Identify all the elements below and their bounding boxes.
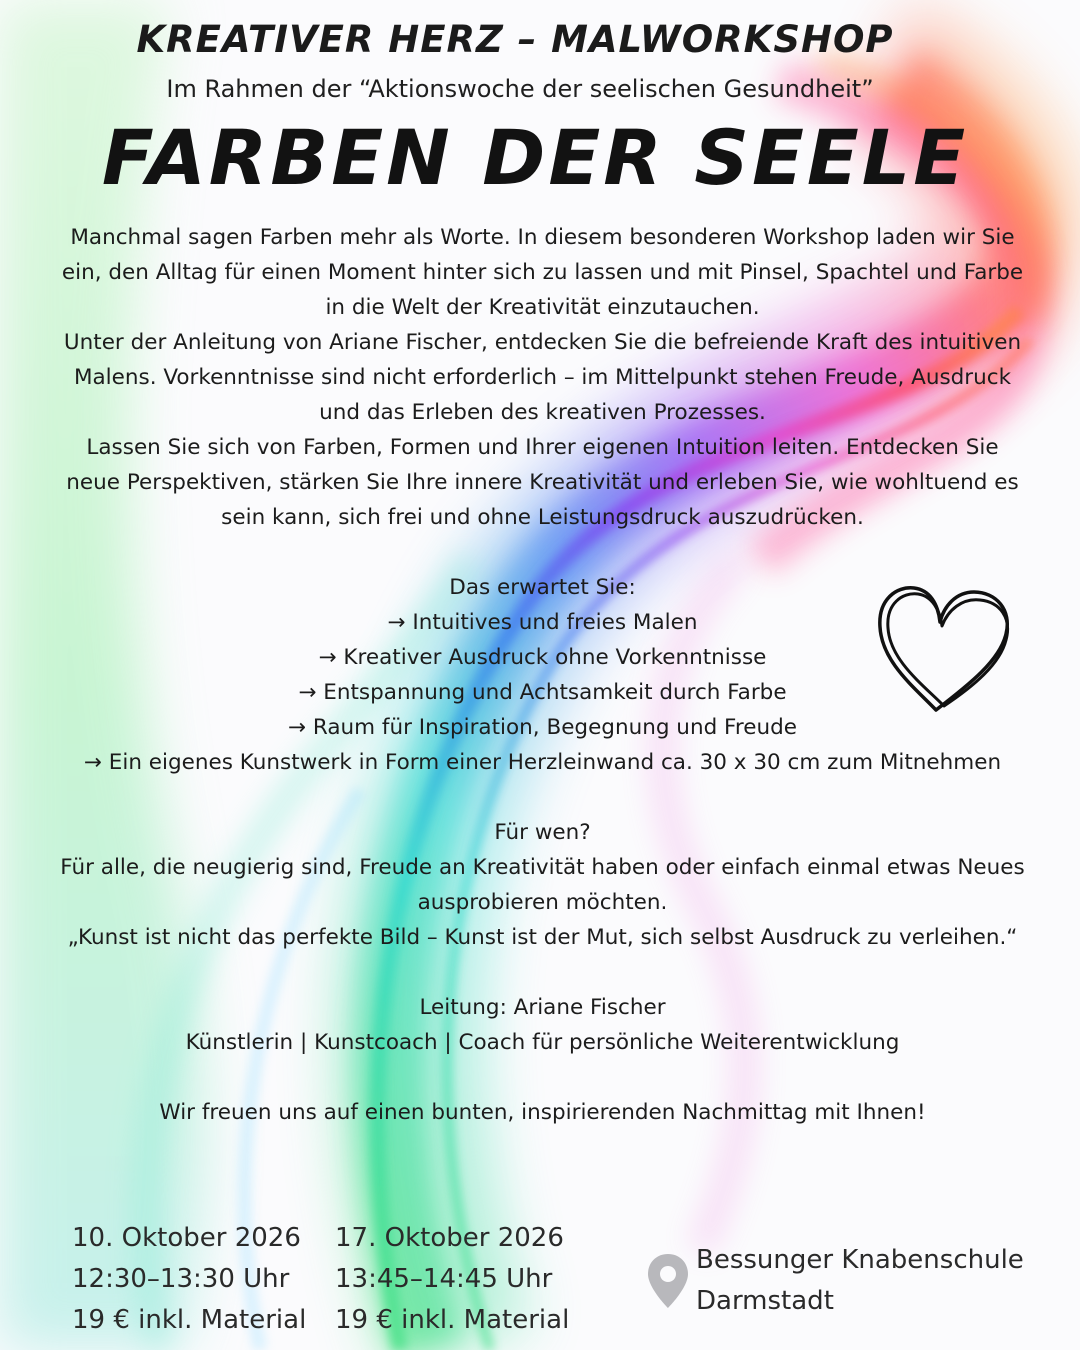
heart-outline-icon: [874, 582, 1016, 714]
city: Darmstadt: [696, 1286, 834, 1316]
event-price: 19 € inkl. Material: [335, 1305, 570, 1335]
quote: „Kunst ist nicht das perfekte Bild – Kunst ist der Mut, sich selbst Ausdruck zu verleihen.“: [67, 925, 1018, 950]
audience-heading: Für wen?: [494, 820, 591, 845]
event-time: 13:45–14:45 Uhr: [335, 1264, 553, 1294]
event-date: 17. Oktober 2026: [335, 1223, 564, 1253]
expect-heading: Das erwartet Sie:: [449, 575, 636, 600]
expect-item: → Entspannung und Achtsamkeit durch Farbe: [298, 680, 787, 705]
main-title: FARBEN DER SEELE: [101, 113, 969, 202]
schedule-date-1: [72, 1218, 306, 1341]
workshop-name: KREATIVER HERZ – MALWORKSHOP: [136, 18, 894, 61]
context-line: Im Rahmen der “Aktionswoche der seelischen Gesundheit”: [166, 75, 874, 103]
schedule-date-2: [335, 1218, 569, 1341]
event-time: 12:30–13:30 Uhr: [72, 1264, 290, 1294]
event-date: 10. Oktober 2026: [72, 1223, 301, 1253]
expect-item: → Intuitives und freies Malen: [387, 610, 698, 635]
intro-paragraph: Unter der Anleitung von Ariane Fischer, entdecken Sie die befreiende Kraft des intuitiven Malens. Vorkenntnisse sind nicht erforderlich – im Mittelpunkt stehen Freude, Ausdruck und das Erleben des kreativen Prozesses.: [63, 330, 1022, 425]
intro-paragraph: Manchmal sagen Farben mehr als Worte. In diesem besonderen Workshop laden wir Sie ein, den Alltag für einen Moment hinter sich zu lassen und mit Pinsel, Spachtel und Farbe in die Welt der Kreativität einzutauchen.: [61, 225, 1024, 320]
expect-item: → Kreativer Ausdruck ohne Vorkenntnisse: [318, 645, 767, 670]
event-price: 19 € inkl. Material: [72, 1305, 307, 1335]
expect-item: → Ein eigenes Kunstwerk in Form einer Herzleinwand ca. 30 x 30 cm zum Mitnehmen: [83, 750, 1002, 775]
lead-line: Leitung: Ariane Fischer: [419, 995, 666, 1020]
audience-text: Für alle, die neugierig sind, Freude an Kreativität haben oder einfach einmal etwas Neues ausprobieren möchten.: [60, 855, 1025, 915]
closing-line: Wir freuen uns auf einen bunten, inspirierenden Nachmittag mit Ihnen!: [159, 1100, 926, 1125]
lead-roles: Künstlerin | Kunstcoach | Coach für persönliche Weiterentwicklung: [185, 1030, 900, 1055]
location-pin-icon: [646, 1252, 690, 1310]
venue: Bessunger Knabenschule: [696, 1245, 1024, 1275]
location-text: [696, 1240, 1024, 1322]
expect-item: → Raum für Inspiration, Begegnung und Freude: [288, 715, 797, 740]
intro-paragraph: Lassen Sie sich von Farben, Formen und Ihrer eigenen Intuition leiten. Entdecken Sie neue Perspektiven, stärken Sie Ihre innere Kreativität und erleben Sie, wie wohltuend es sein kann, sich frei und ohne Leistungsdruck auszudrücken.: [66, 435, 1019, 530]
